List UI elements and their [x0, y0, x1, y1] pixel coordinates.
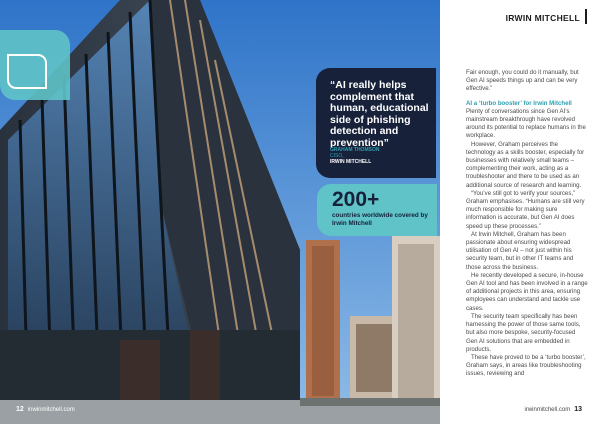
article-paragraph: The security team specifically has been harnessing the power of those same tools, but also more bespoke, security-focused Gen AI solutions that are embedded in products.	[466, 312, 581, 353]
brand-divider	[585, 9, 587, 24]
article-subheading: AI a ‘turbo booster’ for Irwin Mitchell	[466, 99, 572, 107]
article-paragraph: He recently developed a secure, in-house Gen AI tool and has been involved in a range of additional projects in this area, ensuring employees can understand and tackle use cases.	[466, 271, 588, 312]
brand-header: IRWIN MITCHELL	[505, 13, 580, 23]
left-site-url: inwinmitchell.com	[27, 407, 75, 413]
pull-quote: “AI really helps complement that human, educational side of phishing detection and prevention”	[330, 79, 429, 149]
article-paragraph: However, Graham perceives the technology as a skills booster, especially for businesses with relatively small teams – complementing their work, acting as a troubleshooter and there to be used as an additional source of research and learning.	[466, 140, 585, 189]
right-folio	[525, 406, 582, 413]
left-page-number: 12	[16, 406, 24, 413]
article-paragraph: These have proved to be a ‘turbo booster’, Graham says, in areas like troubleshooting issues, reviewing and	[466, 353, 586, 378]
stat-number: 200+	[332, 188, 380, 211]
article-paragraph: “You’ve still got to verify your sources,” Graham emphasises. “Humans are still very much responsible for making sure information is accurate, but Gen AI does speed up these processes.”	[466, 189, 585, 230]
article-paragraph: Plenty of conversations since Gen AI’s mainstream breakthrough have revolved around its potential to replace humans in the workplace.	[466, 107, 586, 140]
article-paragraph: Fair enough, you could do it manually, but Gen AI speeds things up and can be very effective.”	[466, 69, 579, 93]
stat-caption: countries worldwide covered by Irwin Mitchell	[332, 212, 428, 227]
quote-author-role: CISO,	[330, 153, 344, 159]
right-site-url: irwinmitchell.com	[524, 407, 571, 413]
article-paragraph: At Irwin Mitchell, Graham has been passionate about ensuring widespread utilisation of Gen AI – not just within his security team, but in other IT teams and those across the business.	[466, 230, 574, 271]
quote-author-name: GRAHAM THOMSON	[330, 147, 380, 153]
left-folio	[16, 406, 75, 413]
quote-author-company: IRWIN MITCHELL	[330, 159, 372, 165]
right-page-number: 13	[574, 406, 582, 413]
article-body	[466, 69, 588, 379]
